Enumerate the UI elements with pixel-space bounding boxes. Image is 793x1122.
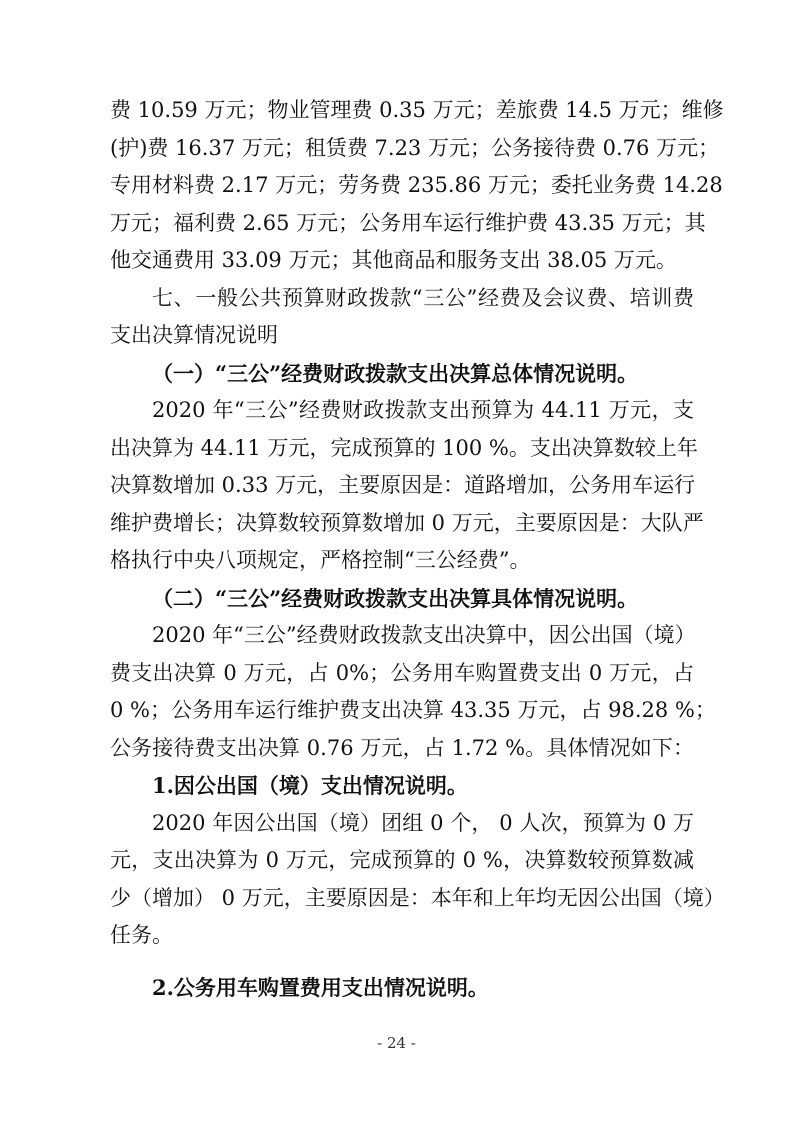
text-line: 费 10.59 万元；物业管理费 0.35 万元；差旅费 14.5 万元；维修: [110, 98, 724, 122]
text-line: 公务接待费支出决算 0.76 万元，占 1.72 %。具体情况如下：: [110, 735, 694, 760]
text-line: 费支出决算 0 万元，占 0%；公务用车购置费支出 0 万元，占: [110, 660, 694, 685]
item-heading-1: 1.因公出国（境）支出情况说明。: [152, 773, 468, 798]
paragraph-expense-list: [110, 92, 724, 280]
text-line: 0 %；公务用车运行维护费支出决算 43.35 万元，占 98.28 %；: [110, 698, 716, 722]
text-line: 维护费增长；决算数较预算数增加 0 万元，主要原因是：大队严: [110, 510, 704, 535]
text-line: 决算数增加 0.33 万元，主要原因是：道路增加，公务用车运行: [110, 473, 696, 497]
paragraph-overseas: [110, 805, 725, 955]
text-line: (护)费 16.37 万元；租赁费 7.23 万元；公务接待费 0.76 万元；: [110, 135, 720, 160]
paragraph-overall: [110, 392, 704, 580]
text-line: 出决算为 44.11 万元，完成预算的 100 %。支出决算数较上年: [110, 435, 698, 460]
text-line: 专用材料费 2.17 万元；劳务费 235.86 万元；委托业务费 14.28: [110, 173, 723, 197]
text-line: 2020 年“三公”经费财政拨款支出预算为 44.11 万元，支: [152, 398, 694, 422]
text-line: 万元；福利费 2.65 万元；公务用车运行维护费 43.35 万元；其: [110, 210, 706, 235]
spacer: [110, 955, 694, 969]
text-line: 少（增加） 0 万元，主要原因是：本年和上年均无因公出国（境）: [110, 885, 725, 910]
subsection-heading-2: （二）“三公”经费财政拨款支出决算具体情况说明。: [152, 585, 639, 611]
text-line: 格执行中央八项规定，严格控制“三公经费”。: [110, 548, 531, 572]
document-page: [110, 92, 725, 1006]
text-line: 他交通费用 33.09 万元；其他商品和服务支出 38.05 万元。: [110, 248, 677, 272]
subsection-heading-1: （一）“三公”经费财政拨款支出决算总体情况说明。: [152, 360, 639, 386]
item-heading-2: 2.公务用车购置费用支出情况说明。: [152, 974, 489, 1000]
paragraph-specific: [110, 617, 716, 767]
text-line: 任务。: [110, 923, 173, 947]
heading-line: 支出决算情况说明: [110, 323, 278, 347]
section-heading-7: [110, 280, 694, 355]
text-line: 2020 年“三公”经费财政拨款支出决算中，因公出国（境）: [152, 623, 696, 647]
page-number: - 24 -: [377, 1034, 416, 1052]
heading-line: 七、一般公共预算财政拨款“三公”经费及会议费、培训费: [152, 285, 694, 310]
text-line: 2020 年因公出国（境）团组 0 个， 0 人次，预算为 0 万: [152, 810, 694, 835]
text-line: 元，支出决算为 0 万元，完成预算的 0 %，决算数较预算数减: [110, 848, 694, 872]
